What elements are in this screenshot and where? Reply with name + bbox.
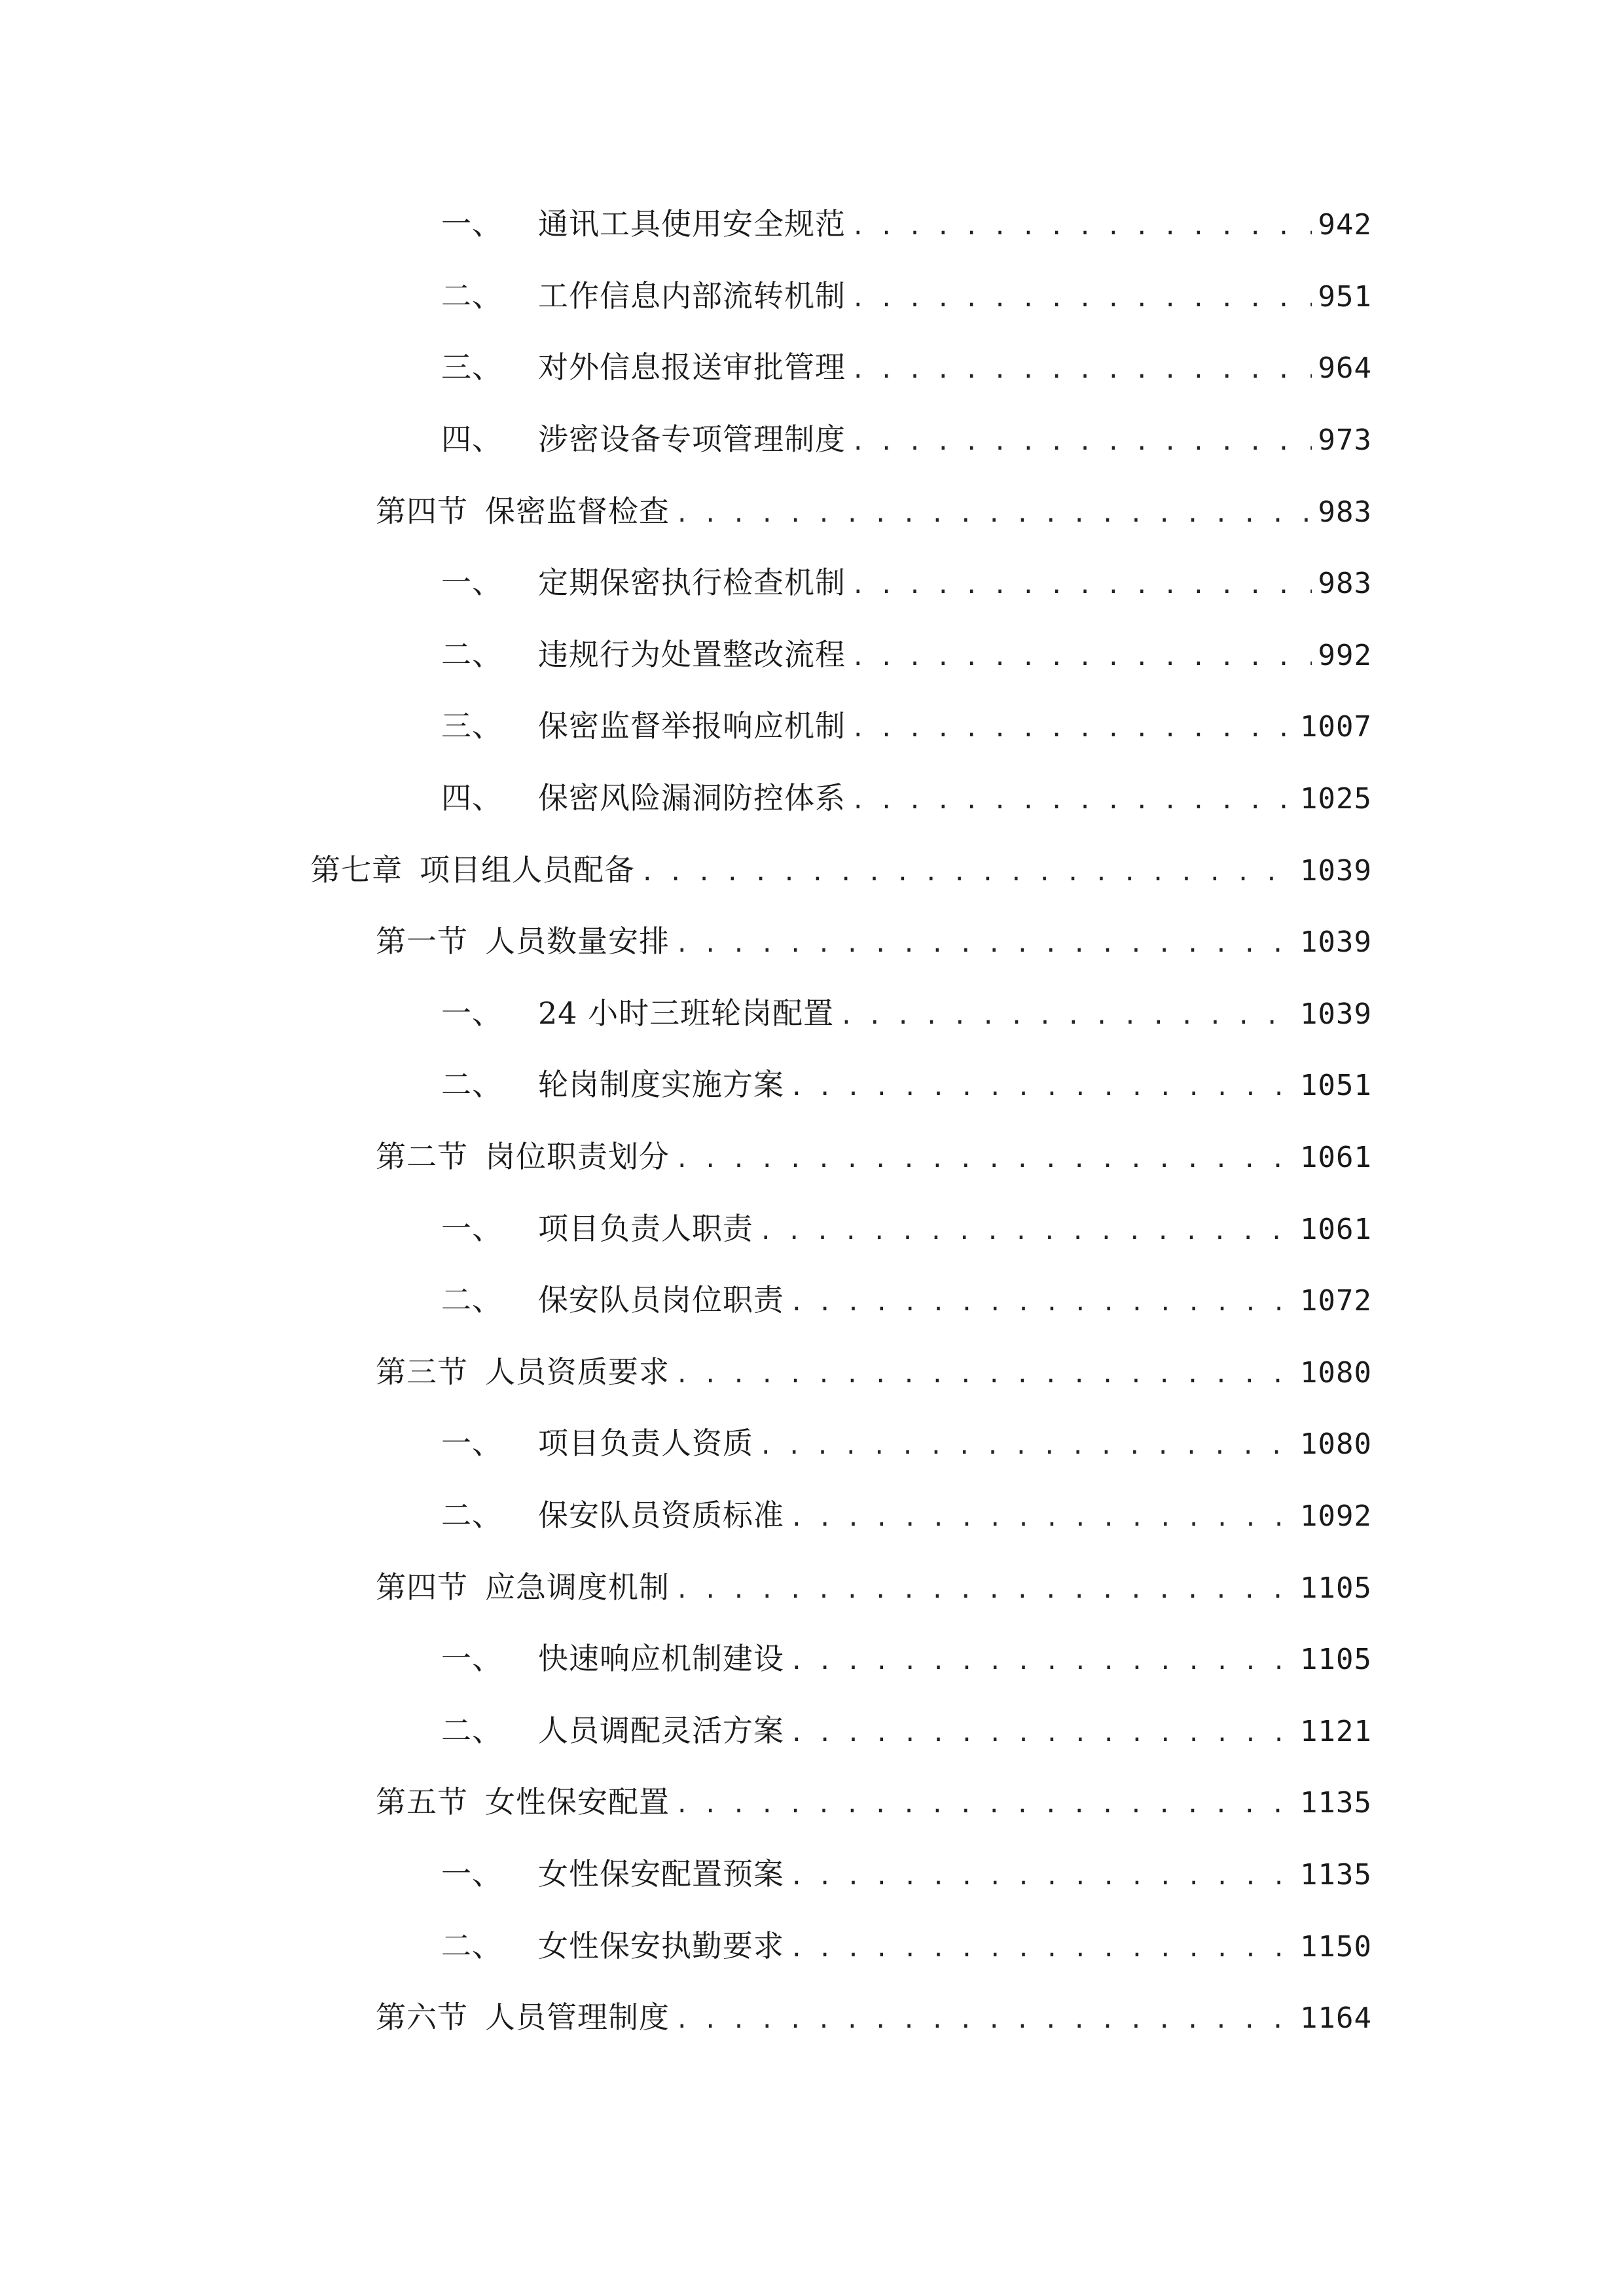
toc-entry-page: 1121 xyxy=(1300,1714,1372,1748)
dot-leader xyxy=(675,1140,1293,1179)
toc-entry[interactable] xyxy=(0,262,1624,334)
dot-leader xyxy=(789,1642,1293,1681)
dot-leader xyxy=(851,566,1312,605)
toc-entry-number: 二、 xyxy=(441,278,503,314)
toc-entry-title: 24 小时三班轮岗配置 xyxy=(538,995,835,1031)
toc-entry-page: 983 xyxy=(1318,495,1372,529)
toc-entry-number: 一、 xyxy=(441,995,503,1031)
dot-leader xyxy=(789,1714,1293,1753)
toc-entry[interactable] xyxy=(0,1266,1624,1338)
toc-entry-page: 1061 xyxy=(1300,1212,1372,1246)
toc-entry-page: 992 xyxy=(1318,638,1372,672)
toc-entry-number: 第四节 xyxy=(376,493,468,529)
toc-entry-number: 第二节 xyxy=(376,1139,468,1175)
dot-leader xyxy=(675,1571,1293,1610)
toc-entry-number: 二、 xyxy=(441,1712,503,1748)
toc-entry-number: 四、 xyxy=(441,422,503,457)
toc-entry-page: 951 xyxy=(1318,279,1372,314)
toc-entry-title: 保安队员岗位职责 xyxy=(538,1282,784,1318)
toc-entry-page: 1039 xyxy=(1300,925,1372,960)
toc-entry-title: 项目负责人资质 xyxy=(538,1426,753,1462)
toc-entry-page: 1105 xyxy=(1300,1643,1372,1677)
toc-entry-number: 二、 xyxy=(441,1928,503,1964)
toc-entry-title: 项目负责人职责 xyxy=(538,1210,753,1246)
dot-leader xyxy=(640,853,1293,893)
toc-entry-title: 保密监督检查 xyxy=(485,493,670,529)
toc-entry-number: 第六节 xyxy=(376,2000,468,2036)
toc-section-entry[interactable] xyxy=(0,476,1624,548)
dot-leader xyxy=(851,207,1312,247)
dot-leader xyxy=(759,1212,1293,1251)
toc-entry-number: 第三节 xyxy=(376,1354,468,1390)
toc-entry[interactable] xyxy=(0,1840,1624,1912)
toc-entry-title: 违规行为处置整改流程 xyxy=(538,636,846,672)
toc-entry[interactable] xyxy=(0,1481,1624,1553)
dot-leader xyxy=(789,1068,1293,1107)
toc-entry[interactable] xyxy=(0,1050,1624,1122)
toc-section-entry[interactable] xyxy=(0,1983,1624,2055)
toc-section-entry[interactable] xyxy=(0,1552,1624,1624)
dot-leader xyxy=(759,1427,1293,1466)
toc-entry-title: 工作信息内部流转机制 xyxy=(538,278,846,314)
dot-leader xyxy=(851,638,1312,677)
toc-entry-title: 人员资质要求 xyxy=(485,1354,670,1390)
toc-entry-number: 一、 xyxy=(441,206,503,242)
toc-entry-title: 女性保安配置预案 xyxy=(538,1856,784,1892)
toc-entry-title: 人员数量安排 xyxy=(485,924,670,960)
table-of-contents xyxy=(0,190,1624,2054)
toc-entry[interactable] xyxy=(0,1194,1624,1266)
dot-leader xyxy=(675,2001,1293,2040)
toc-entry-title: 项目组人员配备 xyxy=(420,852,635,888)
toc-entry[interactable] xyxy=(0,979,1624,1051)
toc-entry-number: 三、 xyxy=(441,350,503,386)
toc-entry-page: 1080 xyxy=(1300,1355,1372,1390)
toc-entry-number: 三、 xyxy=(441,708,503,744)
toc-entry-page: 1039 xyxy=(1300,853,1372,888)
toc-entry-title: 应急调度机制 xyxy=(485,1569,670,1605)
dot-leader xyxy=(675,925,1293,964)
toc-entry-page: 942 xyxy=(1318,208,1372,242)
toc-entry-number: 一、 xyxy=(441,1856,503,1892)
toc-entry-title: 女性保安配置 xyxy=(485,1784,670,1820)
toc-entry-page: 1150 xyxy=(1300,1929,1372,1964)
toc-entry[interactable] xyxy=(0,764,1624,836)
toc-entry-title: 女性保安执勤要求 xyxy=(538,1928,784,1964)
toc-entry-number: 二、 xyxy=(441,636,503,672)
dot-leader xyxy=(851,781,1293,821)
dot-leader xyxy=(851,423,1312,462)
toc-entry-page: 1135 xyxy=(1300,1857,1372,1892)
toc-entry-number: 一、 xyxy=(441,1426,503,1462)
toc-entry-page: 1105 xyxy=(1300,1571,1372,1605)
toc-entry-title: 保安队员资质标准 xyxy=(538,1497,784,1533)
toc-entry[interactable] xyxy=(0,405,1624,477)
toc-entry-page: 1025 xyxy=(1300,782,1372,816)
toc-entry-page: 1092 xyxy=(1300,1499,1372,1533)
dot-leader xyxy=(675,495,1312,534)
toc-entry-page: 1072 xyxy=(1300,1284,1372,1318)
dot-leader xyxy=(839,997,1293,1036)
toc-entry-number: 第四节 xyxy=(376,1569,468,1605)
toc-entry-number: 第五节 xyxy=(376,1784,468,1820)
toc-section-entry[interactable] xyxy=(0,907,1624,979)
toc-entry-title: 对外信息报送审批管理 xyxy=(538,350,846,386)
toc-entry-number: 第七章 xyxy=(310,852,403,888)
toc-entry-title: 人员调配灵活方案 xyxy=(538,1712,784,1748)
toc-entry-number: 一、 xyxy=(441,565,503,601)
toc-section-entry[interactable] xyxy=(0,1768,1624,1840)
toc-entry[interactable] xyxy=(0,1624,1624,1696)
dot-leader xyxy=(789,1283,1293,1323)
dot-leader xyxy=(675,1355,1293,1395)
toc-section-entry[interactable] xyxy=(0,1122,1624,1194)
toc-entry-page: 1039 xyxy=(1300,997,1372,1031)
toc-entry-number: 一、 xyxy=(441,1641,503,1677)
dot-leader xyxy=(851,709,1293,749)
toc-entry-page: 1080 xyxy=(1300,1427,1372,1462)
toc-entry-number: 二、 xyxy=(441,1282,503,1318)
dot-leader xyxy=(851,351,1312,390)
toc-entry-title: 定期保密执行检查机制 xyxy=(538,565,846,601)
toc-entry[interactable] xyxy=(0,190,1624,262)
toc-entry-number: 第一节 xyxy=(376,924,468,960)
toc-entry-page: 1135 xyxy=(1300,1786,1372,1820)
toc-entry-title: 轮岗制度实施方案 xyxy=(538,1067,784,1103)
toc-entry-title: 涉密设备专项管理制度 xyxy=(538,422,846,457)
toc-entry-title: 人员管理制度 xyxy=(485,2000,670,2036)
toc-entry-page: 1051 xyxy=(1300,1069,1372,1103)
dot-leader xyxy=(789,1929,1293,1969)
toc-entry-number: 二、 xyxy=(441,1067,503,1103)
toc-entry-page: 1007 xyxy=(1300,710,1372,744)
toc-entry-number: 四、 xyxy=(441,780,503,816)
toc-entry[interactable] xyxy=(0,620,1624,692)
toc-entry-title: 通讯工具使用安全规范 xyxy=(538,206,846,242)
toc-entry-page: 1164 xyxy=(1300,2001,1372,2036)
toc-entry-page: 973 xyxy=(1318,423,1372,457)
toc-entry[interactable] xyxy=(0,548,1624,620)
toc-entry-title: 岗位职责划分 xyxy=(485,1139,670,1175)
dot-leader xyxy=(851,279,1312,319)
toc-entry-title: 保密风险漏洞防控体系 xyxy=(538,780,846,816)
toc-entry-page: 983 xyxy=(1318,567,1372,601)
toc-entry[interactable] xyxy=(0,692,1624,764)
toc-entry[interactable] xyxy=(0,1409,1624,1481)
toc-entry[interactable] xyxy=(0,333,1624,405)
toc-entry-title: 快速响应机制建设 xyxy=(538,1641,784,1677)
toc-entry-page: 1061 xyxy=(1300,1141,1372,1175)
toc-entry-number: 二、 xyxy=(441,1497,503,1533)
dot-leader xyxy=(789,1499,1293,1538)
dot-leader xyxy=(789,1857,1293,1897)
dot-leader xyxy=(675,1785,1293,1825)
toc-section-entry[interactable] xyxy=(0,1338,1624,1410)
toc-entry[interactable] xyxy=(0,1696,1624,1768)
toc-entry-title: 保密监督举报响应机制 xyxy=(538,708,846,744)
toc-entry-number: 一、 xyxy=(441,1210,503,1246)
toc-entry-page: 964 xyxy=(1318,351,1372,386)
toc-chapter-entry[interactable] xyxy=(0,835,1624,907)
toc-entry[interactable] xyxy=(0,1911,1624,1983)
